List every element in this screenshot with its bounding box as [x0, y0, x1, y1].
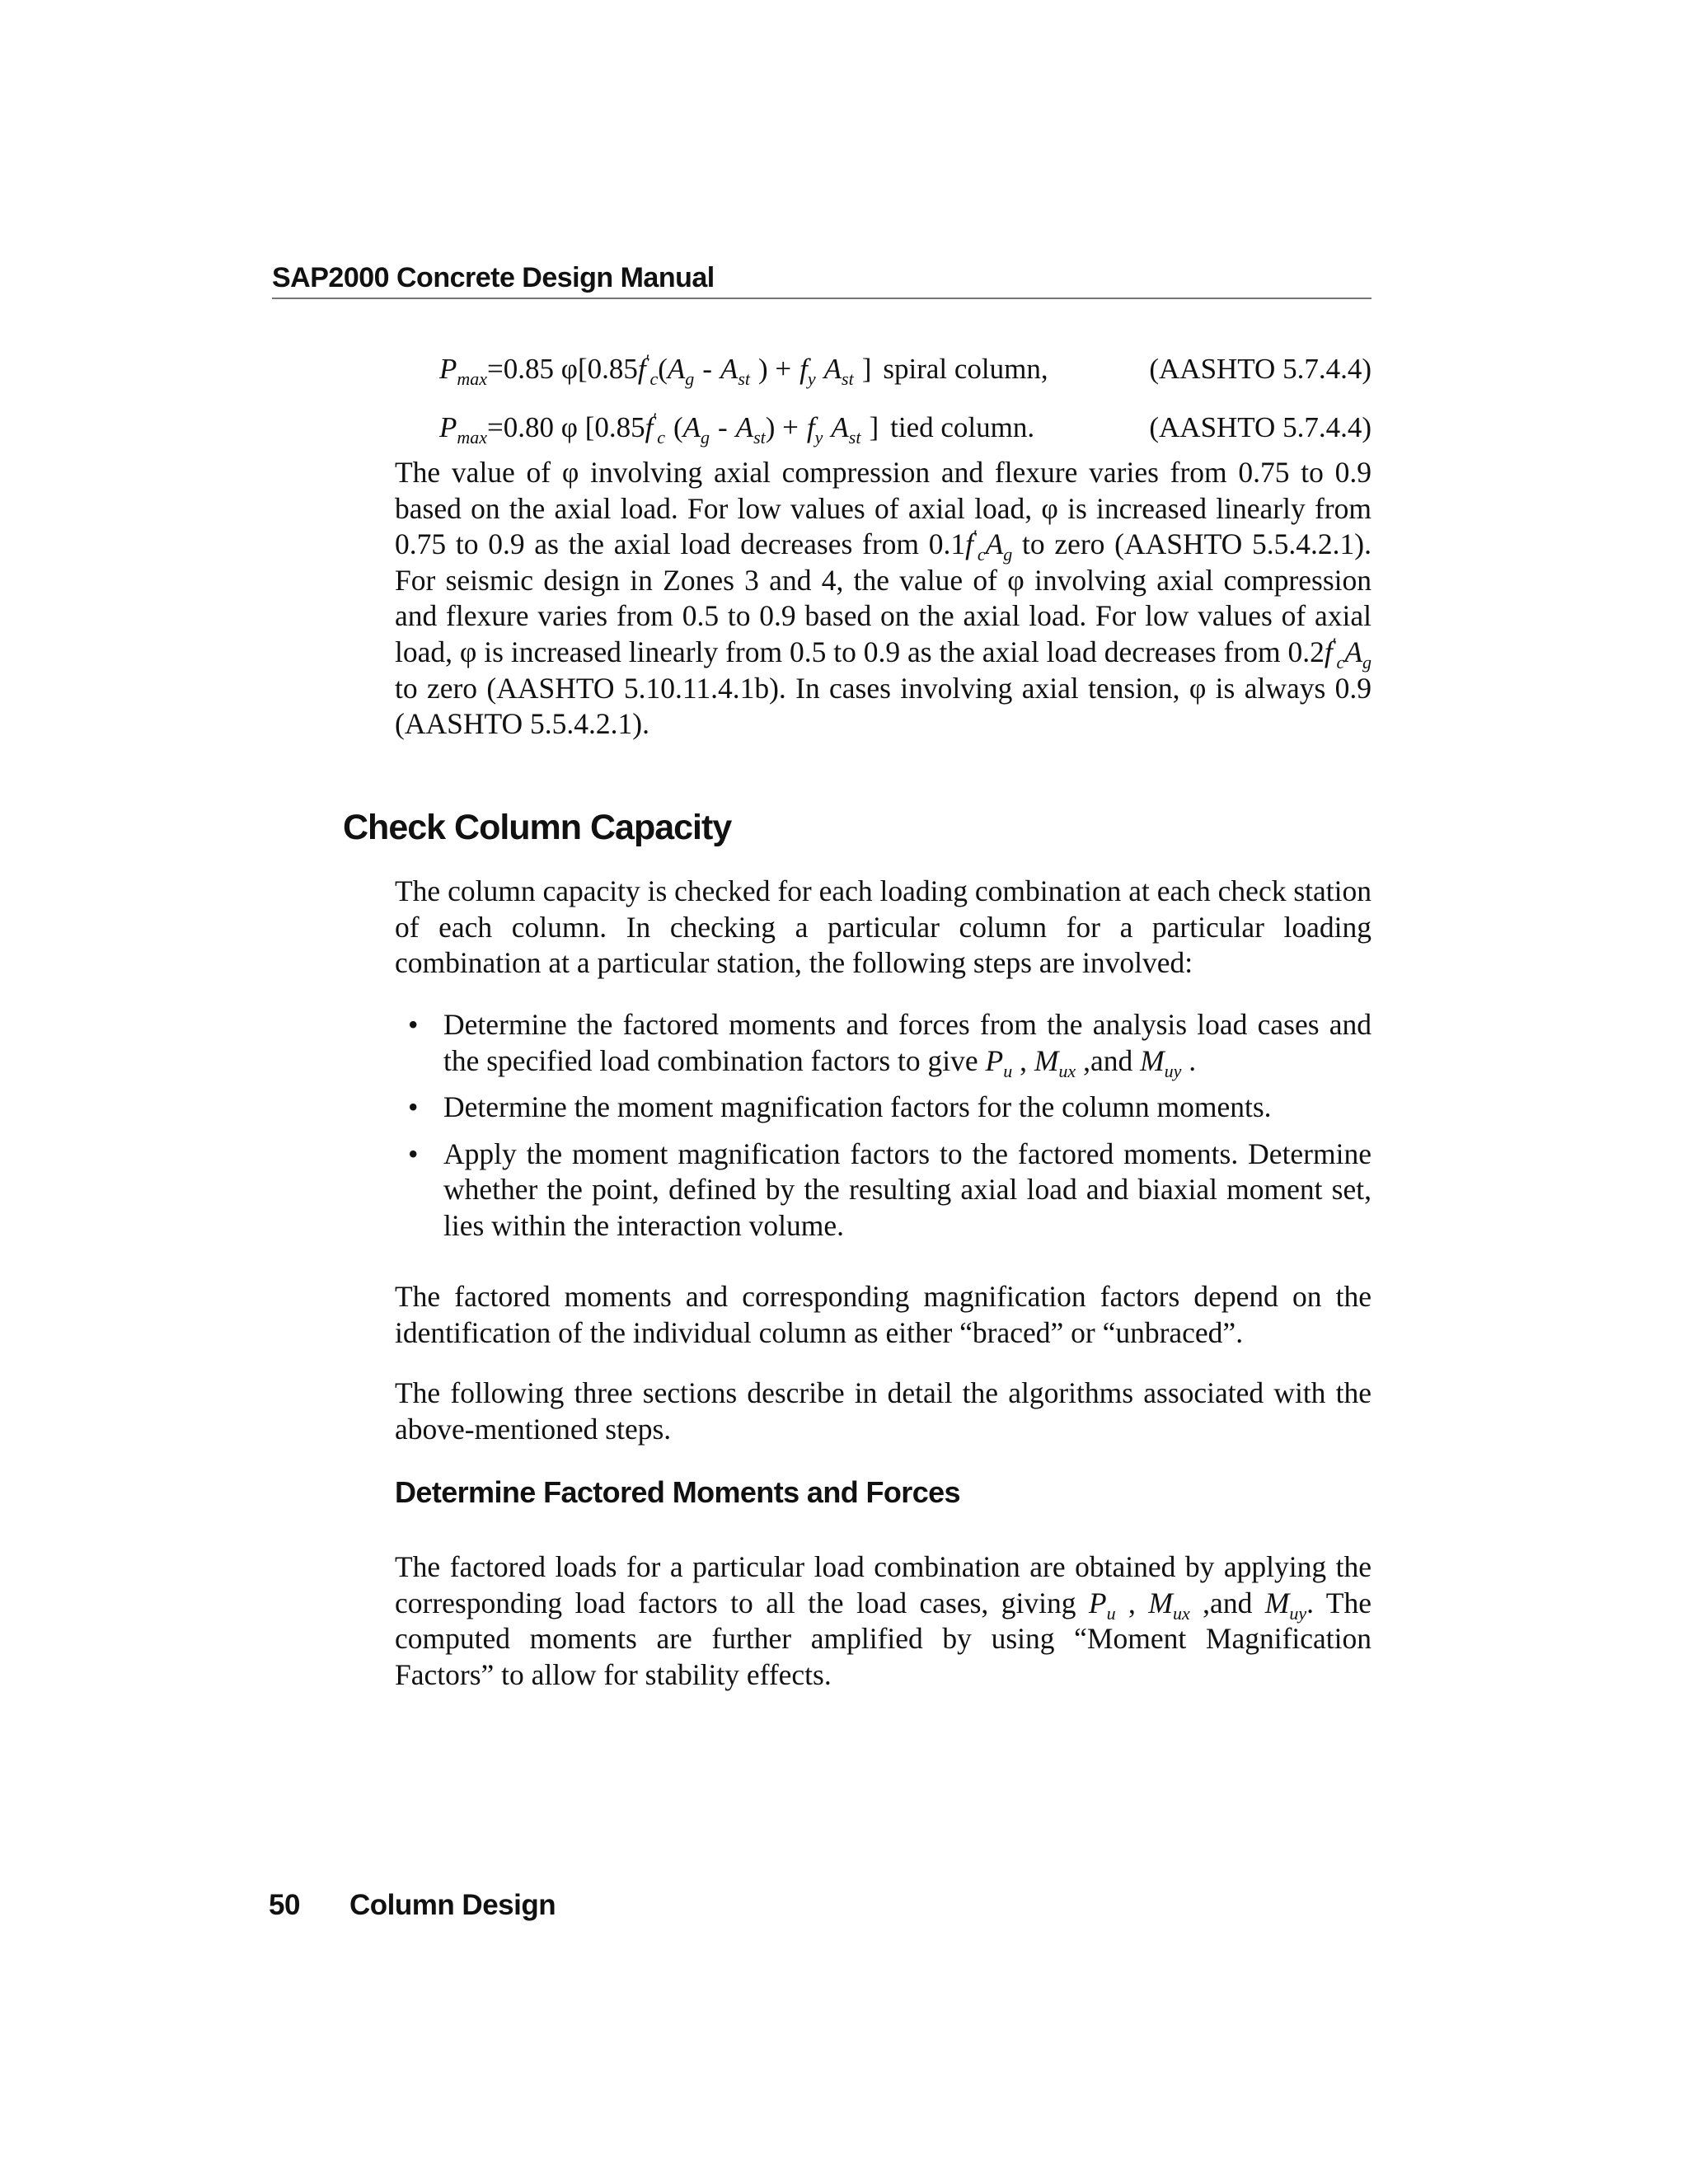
bullet1-p: P: [985, 1043, 1004, 1077]
eq1-ast-sub: st: [738, 368, 750, 389]
phi-math-2-f: f: [1324, 635, 1333, 668]
eq2-open: (: [673, 411, 683, 443]
eq1-fy: f: [799, 353, 808, 385]
list-item: [395, 1137, 1372, 1244]
phi-text-3: to zero (AASHTO 5.10.11.4.1b). In cases involving axial tension, φ is always 0.9 (AASHTO 5.5.4.2.1).: [395, 671, 1372, 741]
phi-math-1-coef: 0.1: [928, 527, 966, 561]
factored-loads-paragraph: [395, 1549, 1372, 1693]
phi-math-2-sup: ′: [1332, 633, 1337, 654]
page-footer: [269, 1889, 556, 1922]
eq1-f-sub: c: [649, 368, 659, 389]
running-title: SAP2000 Concrete Design Manual: [272, 262, 715, 293]
eq1-f: f: [637, 353, 646, 385]
eq2-coef: =0.80 φ [0.85: [487, 411, 645, 443]
bullet-icon: •: [408, 1137, 419, 1170]
section-intro-paragraph: The column capacity is checked for each loading combination at each check station of each column. In checking a particular column for a particular loading combination at a particular station, the following steps are involved:: [395, 874, 1372, 980]
bullet1-m1: M: [1034, 1043, 1059, 1077]
sub-m1: M: [1148, 1586, 1173, 1619]
equation-tied-column: [439, 409, 1372, 448]
bullet1-and: ,and: [1076, 1043, 1141, 1077]
eq1-reference: (AASHTO 5.7.4.4): [1149, 353, 1372, 385]
bullet1-m2: M: [1140, 1043, 1165, 1077]
phi-math-2-a-sub: g: [1362, 651, 1372, 673]
sub-m2-sub: uy: [1289, 1602, 1307, 1624]
phi-math-1-sub: c: [977, 544, 986, 565]
eq2-ast-sub: st: [753, 427, 766, 448]
bullet1-p-sub: u: [1003, 1060, 1013, 1081]
eq1-lhs-sub: max: [457, 368, 488, 389]
eq2-lhs-sub: max: [457, 427, 488, 448]
sub-m1-sub: ux: [1172, 1602, 1190, 1624]
eq1-ag: A: [667, 353, 686, 385]
eq2-plus: ) +: [765, 411, 799, 443]
eq1-minus: -: [702, 353, 712, 385]
phi-math-2-sub: c: [1336, 651, 1345, 673]
eq1-ast: A: [720, 353, 738, 385]
phi-math-1-a: A: [985, 527, 1004, 561]
braced-paragraph: The factored moments and corresponding magnification factors depend on the identification of the individual column as either “braced” or “unbraced”.: [395, 1280, 1372, 1349]
bullet1-m2-sub: uy: [1164, 1060, 1182, 1081]
eq2-fy: f: [806, 411, 815, 443]
eq1-ast2-sub: st: [842, 368, 854, 389]
eq1-close: ]: [861, 353, 872, 385]
phi-text-1: The value of φ involving axial compression and flexure varies from 0.75 to 0.9 based on the axial load. For low values of axial load, φ is increased linearly from 0.75 to 0.9 as the axial load decreases from: [395, 456, 1372, 561]
eq2-minus: -: [718, 411, 728, 443]
bullet-icon: •: [408, 1090, 419, 1124]
phi-text-2: to zero (AASHTO 5.5.4.2.1). For seismic design in Zones 3 and 4, the value of φ involving axial compression and flexure varies from 0.5 to 0.9 based on the axial load. For low values of axial load, φ is increased linearly from 0.5 to 0.9 as the axial load decreases from: [395, 527, 1372, 668]
list-item: [395, 1007, 1372, 1079]
bullet1-m1-sub: ux: [1058, 1060, 1076, 1081]
bullet2-text: Determine the moment magnification factors for the column moments.: [443, 1090, 1272, 1124]
sub-p-sub: u: [1106, 1602, 1116, 1624]
steps-list: [395, 1007, 1372, 1255]
eq1-open: (: [658, 353, 668, 385]
sections-paragraph: The following three sections describe in detail the algorithms associated with the above-mentioned steps.: [395, 1376, 1372, 1446]
eq2-lhs: P: [439, 411, 457, 443]
eq1-description: spiral column,: [883, 353, 1048, 385]
eq1-plus: ) +: [758, 353, 792, 385]
subsection-heading: Determine Factored Moments and Forces: [395, 1475, 960, 1509]
phi-math-1-sup: ′: [973, 526, 978, 547]
sub-m2: M: [1264, 1586, 1290, 1619]
bullet1-text: Determine the factored moments and forces from the analysis load cases and the specified load combination factors to give: [443, 1008, 1372, 1077]
eq2-ag: A: [682, 411, 701, 443]
eq2-ag-sub: g: [701, 427, 710, 448]
section-heading: Check Column Capacity: [343, 808, 732, 847]
eq2-f-sup: ′: [653, 409, 658, 429]
phi-math-2-coef: 0.2: [1287, 635, 1325, 668]
eq2-ast: A: [735, 411, 754, 443]
equation-spiral-column: [439, 350, 1372, 389]
sub-text-2: . The computed moments are further amplified by using “Moment Magnification Factors” to allow for stability effects.: [395, 1586, 1372, 1691]
eq2-description: tied column.: [890, 411, 1035, 443]
phi-math-1-a-sub: g: [1003, 544, 1013, 565]
eq1-coef: =0.85 φ[0.85: [487, 353, 638, 385]
bullet1-sep: ,: [1012, 1043, 1034, 1077]
sub-p: P: [1088, 1586, 1107, 1619]
eq2-ast2-sub: st: [848, 427, 861, 448]
chapter-title: Column Design: [349, 1889, 556, 1921]
list-item: [395, 1090, 1372, 1126]
eq2-f: f: [645, 411, 654, 443]
phi-paragraph: [395, 455, 1372, 743]
sub-text-1: The factored loads for a particular load combination are obtained by applying the corresponding load factors to all the load cases, giving: [395, 1550, 1372, 1619]
sub-sep: ,: [1115, 1586, 1149, 1619]
bullet1-end: .: [1181, 1043, 1197, 1077]
bullet3-text: Apply the moment magnification factors to the factored moments. Determine whether the point, defined by the resulting axial load and biaxial moment set, lies within the interaction volume.: [443, 1137, 1372, 1242]
eq1-lhs: P: [439, 353, 457, 385]
running-header: [272, 262, 1372, 299]
phi-math-2-a: A: [1344, 635, 1362, 668]
sub-and: ,and: [1189, 1586, 1265, 1619]
bullet-icon: •: [408, 1008, 419, 1041]
eq2-ast2: A: [831, 411, 849, 443]
page-number: 50: [269, 1889, 300, 1921]
eq1-ast2: A: [823, 353, 842, 385]
eq1-fy-sub: y: [807, 368, 816, 389]
eq2-fy-sub: y: [814, 427, 823, 448]
eq1-ag-sub: g: [685, 368, 695, 389]
eq2-f-sub: c: [657, 427, 665, 448]
eq1-f-sup: ′: [645, 350, 650, 371]
phi-math-1-f: f: [965, 527, 973, 561]
eq2-close: ]: [869, 411, 879, 443]
eq2-reference: (AASHTO 5.7.4.4): [1149, 411, 1372, 443]
